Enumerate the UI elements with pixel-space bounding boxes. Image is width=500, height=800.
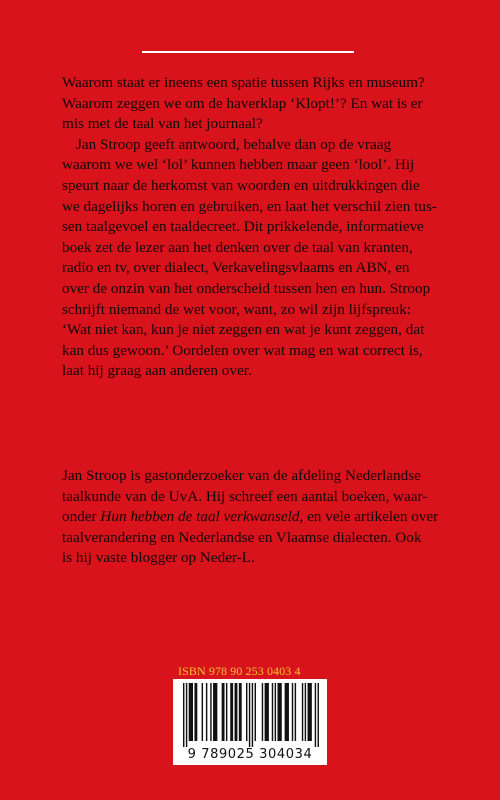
top-divider-rule xyxy=(142,51,354,53)
barcode-bar xyxy=(213,683,217,741)
barcode-bar xyxy=(285,683,289,741)
barcode-bar xyxy=(210,683,211,741)
barcode-bar xyxy=(183,683,184,747)
blurb-line: Waarom staat er ineens een spatie tussen Rijks en museum? xyxy=(62,74,425,91)
bio-line xyxy=(62,507,446,528)
barcode-bar xyxy=(255,683,256,741)
blurb-line: sen taalgevoel en taaldecreet. Dit prikkelende, informatieve xyxy=(62,218,424,236)
blurb-line: waarom we wel ‘lol’ kunnen hebben maar geen ‘lool’. Hij xyxy=(62,156,415,174)
barcode-bar xyxy=(315,683,316,747)
blurb-line: kan dus gewoon.’ Oordelen over wat mag en wat correct is, xyxy=(62,341,423,359)
barcode-bar xyxy=(262,683,263,741)
barcode-digits: 9 789025 304034 xyxy=(187,747,313,762)
barcode-bar xyxy=(222,683,225,741)
blurb-line: ‘Wat niet kan, kun je niet zeggen en wat je kunt zeggen, dat xyxy=(62,321,425,339)
bio-line: taalkunde van de UvA. Hij schreef een aantal boeken, waar- xyxy=(62,487,428,505)
barcode-bar xyxy=(206,683,207,741)
author-bio xyxy=(62,466,446,569)
barcode-bar xyxy=(202,683,203,741)
barcode-bar xyxy=(295,683,296,741)
isbn-label: ISBN 978 90 253 0403 4 xyxy=(178,664,301,678)
bio-text: onder xyxy=(62,508,101,526)
barcode-bar xyxy=(292,683,293,741)
barcode-bar xyxy=(305,683,306,741)
barcode-bar xyxy=(186,683,187,747)
blurb-line: schrijft niemand de wet voor, want, zo wil zijn lijfspreuk: xyxy=(62,300,412,318)
blurb-line: Jan Stroop geeft antwoord, behalve dan op de vraag xyxy=(76,135,392,153)
blurb-line: radio en tv, over dialect, Verkavelingsvlaams en ABN, en xyxy=(62,259,410,277)
bio-line: taalverandering en Nederlandse en Vlaamse dialecten. Ook xyxy=(62,528,422,546)
blurb-line: Waarom zeggen we om de haverklap ‘Klopt!’? En wat is er xyxy=(62,94,423,112)
blurb-line: mis met de taal van het journaal? xyxy=(62,115,263,133)
barcode-bar xyxy=(265,683,269,741)
blurb-line: speurt naar de herkomst van woorden en uitdrukkingen die xyxy=(62,176,420,194)
barcode-bar xyxy=(277,683,281,741)
barcode-bar xyxy=(275,683,276,741)
blurb-line: laat hij graag aan anderen over. xyxy=(62,362,252,380)
barcode-bar xyxy=(194,683,197,741)
bio-line: Jan Stroop is gastonderzoeker van de afdeling Nederlandse xyxy=(62,467,421,484)
barcode-bar xyxy=(230,683,233,741)
bio-line: is hij vaste blogger op Neder-L. xyxy=(62,549,255,567)
barcode-bar xyxy=(252,683,253,747)
blurb-line: we dagelijks horen en gebruiken, en laat het verschil zien tus- xyxy=(62,197,437,215)
blurb-paragraph-1 xyxy=(62,73,446,135)
bio-text: , en vele artikelen over xyxy=(299,508,439,526)
barcode-bar xyxy=(318,683,319,747)
barcode-bar xyxy=(239,683,242,741)
barcode xyxy=(173,679,327,765)
barcode-bar xyxy=(226,683,227,741)
barcode-bar xyxy=(235,683,238,741)
blurb-line: boek zet de lezer aan het denken over de taal van kranten, xyxy=(62,238,413,256)
blurb-line: over de onzin van het onderscheid tussen hen en hun. Stroop xyxy=(62,279,431,297)
barcode-bar xyxy=(302,683,303,741)
blurb-paragraph-2 xyxy=(62,135,446,382)
barcode-bar xyxy=(246,683,247,741)
barcode-bar xyxy=(308,683,312,741)
book-title: Hun hebben de taal verkwanseld xyxy=(100,508,300,526)
barcode-bar xyxy=(272,683,273,741)
barcode-bar xyxy=(249,683,250,747)
barcode-bars xyxy=(183,683,319,747)
back-cover-blurb xyxy=(62,73,446,382)
barcode-bar xyxy=(189,683,193,741)
